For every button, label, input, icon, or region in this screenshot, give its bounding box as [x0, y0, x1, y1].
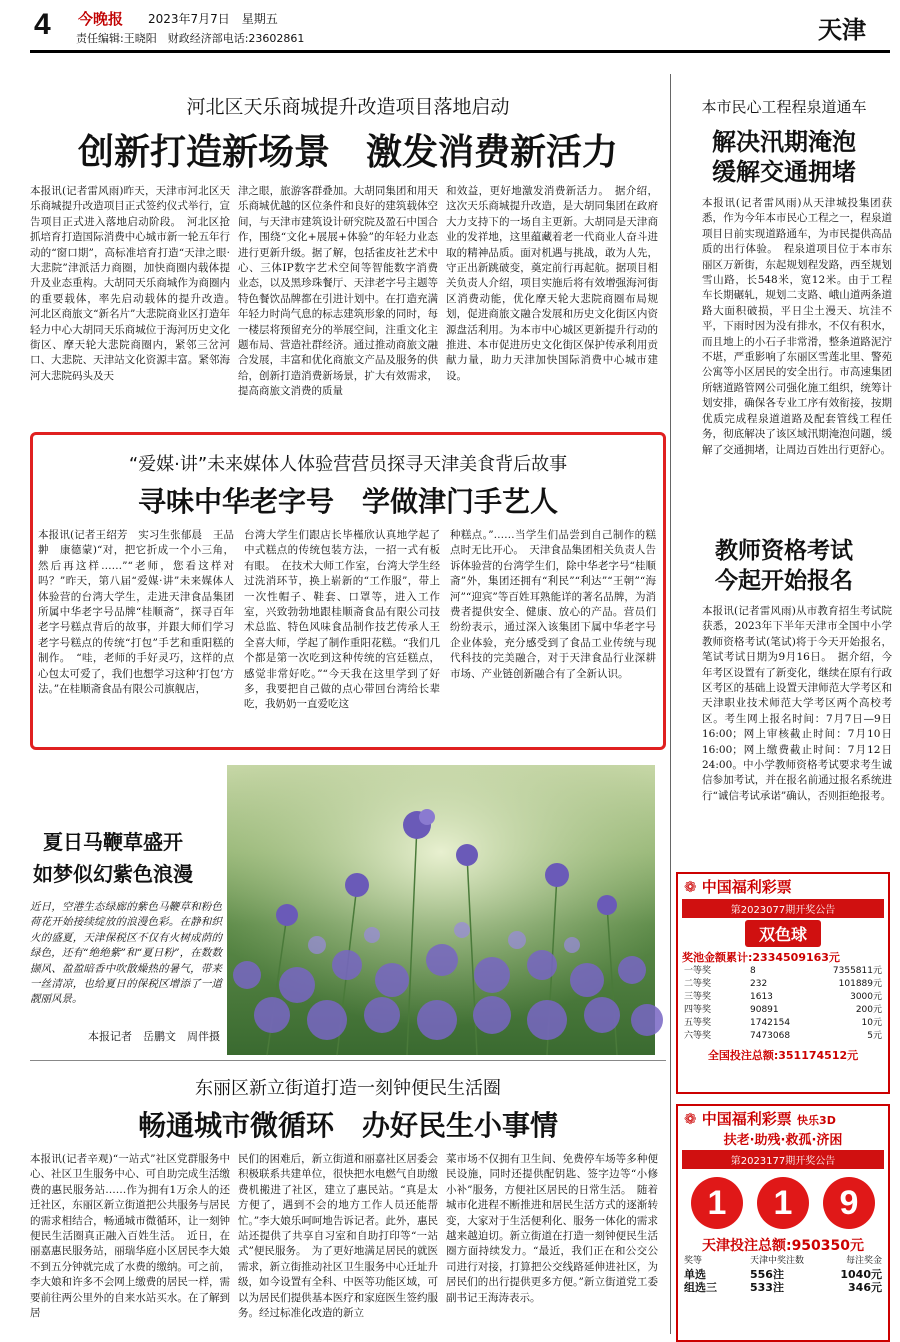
prize-row: 奖等 天津中奖注数 每注奖金: [684, 1256, 882, 1266]
lottery2-game: 快乐3D: [797, 1114, 836, 1127]
page-number: 4: [34, 8, 51, 41]
lottery-ad-ssq: [676, 872, 890, 1094]
masthead-rule: [30, 50, 890, 53]
article2-col3: 种糕点。”……当学生们品尝到自己制作的糕点时无比开心。 天津食品集团相关负责人告诉体验营的台湾学生们，除中华老字号“桂顺斋”外，集团还拥有“利民”“利达”“王朝”“海河”“迎宾”等百姓耳熟能详的著名品牌，为消费者提供安全、健康、放心的产品。营员们纷纷表示，通过深入该集团下属中华老字号企业体验，充分感受到了食品工业传统与现代科技的完美融合，对于天津食品行业深耕市场、产业链创新融合有了全新认识。: [450, 529, 656, 680]
article2-headline: 寻味中华老字号 学做津门手艺人: [137, 485, 558, 518]
masthead: [0, 0, 900, 50]
sidebar1-headline-1: 解决汛期淹泡: [712, 128, 856, 156]
sidebar2-headline-1: 教师资格考试: [715, 538, 853, 564]
prize-row: 三等奖 1613 3000元: [684, 992, 882, 1002]
number-ball: 9: [823, 1177, 875, 1229]
prize-row: 六等奖 7473068 5元: [684, 1031, 882, 1041]
lottery-logo-icon: ❁: [684, 878, 702, 896]
photo-story-body: 近日，空港生态绿廊的紫色马鞭草和粉色荷花开始接续绽放的浪漫色彩。在静和织火的盛夏，天津保税区不仅有火树成荫的绿色，还有“绝绝紫”和“夏日粉”，在数数撷风、盈盈暗香中吹散燥热的暑气，带来一丝清凉，也给夏日的保税区增添了一道靓丽风景。: [30, 901, 222, 1006]
article1-col2: 津之眼，旅游客群叠加。大胡同集团和用天乐商城优越的区位条件和良好的建筑载体空间，与天津市建筑设计研究院及盈石中国合作，围绕“文化+展展+体验”的年轻力业态进行更新升级。据了解，包括雀皮社艺术中心、三体IP数字艺术空间等智能数字消费业态，以及黑珍珠餐厅、天津老字号主题等特色餐饮品牌都在引进计划中。在打造充满年轻力时尚气息的标志建筑形象的同时，每一楼层将预留充分的举展空间，注重文化主题布局、营造社群经济。通过推动商旅文融合发展，丰富和优化商旅文产品及服务的供给，创新打造消费新场景，扩大有效需求，提高商旅文消费的质量: [238, 185, 438, 398]
number-ball: 1: [691, 1177, 743, 1229]
sidebar2-body: 本报讯(记者雷风雨)从市教育招生考试院获悉，2023年下半年天津市全国中小学教师资格考试(笔试)将于今天开始报名，笔试考试日期为9月16日。 据介绍，今年考区设置有了新变化，继续在原有行政区考区的基础上设置天津师范大学考区和天津职业技术师范大学考区两个高校考区。考生网上报名时间：7月7日—9日16:00；网上审核截止时间：7月10日16:00；网上缴费截止时间：7月12日24:00。中小学教师资格考试要求考生诚信参加考试，并在报名前通过报名系统进行“诚信考试承诺”确认，否则拒绝报考。: [702, 605, 892, 802]
prize-row: 二等奖 232 101889元: [684, 979, 882, 989]
article2-col1: 本报讯(记者王绍芳 实习生张郁晨 王品翀 康德蒙)“对，把它折成一个小三角，然后再这样……”“老师，您看这样对吗？”昨天，第八届“爱媒·讲”未来媒体人体验营的台湾大学生，走进天津食品集团所属中华老字号品牌“桂顺斋”，探寻百年老字号糕点背后的故事，并跟大师们学习老字号糕点的传统“打包”手艺和重阳糕的制作。 “哇，老师的手好灵巧，这样的点心包太可爱了，我们也想学习这种‘打包’方法。”在桂顺斋食品有限公司旗舰店，: [38, 529, 234, 696]
sidebar2-headline-2: 今起开始报名: [715, 568, 853, 594]
number-ball: 1: [757, 1177, 809, 1229]
photo-story-headline-1: 夏日马鞭草盛开: [43, 830, 183, 854]
issue-date: 2023年7月7日 星期五: [148, 12, 278, 26]
winning-numbers: [678, 1171, 888, 1235]
section-region: 天津: [818, 16, 866, 44]
lottery-jackpot: 奖池金额累计:2334509163元: [682, 951, 840, 964]
prize-row: 单选 556注 1040元: [684, 1268, 882, 1281]
sidebar1-body: 本报讯(记者雷风雨)从天津城投集团获悉，作为今年本市民心工程之一，程泉道项目日前实现道路通车，为市民提供高品质的出行体验。 程泉道项目位于本市东丽区万新街，东起规划程发路，西至规划雪山路，长548米，宽12米。由于工程车长期碾轧，规划二支路、峨山道两条道路大面积破损，平日尘土漫天、坑洼不平，下雨时因为没有排水，不仅有积水，而且地上的小石子非常滑，整条道路泥泞不堪，严重影响了东丽区雪莲北里、警苑公寓等小区居民的安全出行。市高速集团所辖道路管网公司强化施工组织，统筹计划安排，确保各专业工序有效衔接，按期优质完成程泉道道路及配套管线工程任务，彻底解决了该区域汛期淹泡问题，缓解了交通拥堵，让周边百姓出行更舒心。: [702, 197, 892, 456]
article1-col3: 和效益，更好地激发消费新活力。 据介绍，这次天乐商城提升改造，是大胡同集团在政府大力支持下的一场自主更新。大胡同是天津商业的发祥地，这里蕴藏着老一代商业人奋斗进取的精神品质。面对机遇与挑战，敢为人先，守正出新跳破变，奠定前行再起航。据项目相关负责人介绍，项目实施后将有效增强海河街区消费动能，优化摩天轮大悲院商圈布局规划，促进商旅文融合发展和历史文化街区内资源盘活利用。为本市中心城区更新提升行动的推进、本市促进历史文化街区保护传承利用贡献力量，助力天津加快国际消费中心城市建设。: [446, 185, 658, 382]
lottery2-total: 天津投注总额:950350元: [701, 1238, 865, 1254]
column-divider: [670, 74, 671, 1334]
sidebar1-kicker: 本市民心工程程泉道通车: [701, 98, 867, 116]
prize-row: 四等奖 90891 200元: [684, 1005, 882, 1015]
article3-col3: 菜市场不仅拥有卫生间、免费停车场等多种便民设施，同时还提供配钥匙、签字边等“小修小补”服务，方便社区居民的日常生活。 随着城市化进程不断推进和居民生活方式的逐渐转变，大家对于生活便利化、服务一体化的需求越来越迫切。新立街道在打造一刻钟便民生活圈方面持续发力。“最近，我们正在和公交公司进行对接，打算把公交线路延伸进社区，为居民们的出行提供更多方便。”新立街道党工委副书记王海涛表示。: [446, 1153, 658, 1304]
editor-line: 责任编辑:王晓阳 财政经济部电话:23602861: [76, 32, 305, 45]
verbena-flowers-photo: [227, 765, 655, 1055]
photo-story-headline-2: 如梦似幻紫色浪漫: [33, 862, 193, 886]
article1-kicker: 河北区天乐商城提升改造项目落地启动: [186, 96, 510, 118]
article1-col1: 本报讯(记者雷风雨)昨天，天津市河北区天乐商城提升改造项目正式签约仪式举行，宣告项目正式进入落地启动阶段。 河北区抢抓培育打造国际消费中心城市新一轮五年行动的“窗口期”，高标准培育打造“天津之眼·大悲院”津派活力商圈，加快商圈内载体提升及业态重构。大胡同天乐商城作为商圈内的重要载体，率先启动载体的提升改造。 河北区商旅文“新名片”大悲院商业区打造年轻力中心大胡同天乐商城位于海河历史文化街区、摩天轮大悲院商圈内，紧邻三岔河口、大悲院、天津站文化资源丰富。紧邻海河大悲院码头及天: [30, 185, 241, 382]
section-divider: [30, 1060, 666, 1061]
prize-row: 组选三 533注 346元: [684, 1281, 882, 1294]
sidebar1-headline-2: 缓解交通拥堵: [712, 158, 856, 186]
lottery-logo-icon: ❁: [684, 1110, 702, 1128]
lottery-brand: 中国福利彩票: [701, 878, 792, 896]
lottery2-issue: 第2023177期开奖公告: [682, 1150, 884, 1169]
article3-kicker: 东丽区新立街道打造一刻钟便民生活圈: [195, 1078, 501, 1099]
lottery2-brand: 中国福利彩票: [701, 1110, 792, 1128]
prize-row: 一等奖 8 7355811元: [684, 966, 882, 976]
article2-col2: 台湾大学生们跟店长毕槿欣认真地学起了中式糕点的传统包装方法，一招一式有板有眼。 在技术大师工作室，台湾大学生经过洗消环节，换上崭新的“工作服”，带上一次性帽子、鞋套、口罩等，进入工作室，兴致勃勃地跟桂顺斋食品有限公司技术总监、特色风味食品制作技艺传承人王全喜大师，学起了制作重阳花糕。“我们几个都是第一次吃到这种传统的宫廷糕点，感觉非常好吃。”“今天我在这里学到了好多，我要把自己做的点心带回台湾给长辈吃，我奶奶一直爱吃这: [244, 529, 440, 711]
flower-field-image: [227, 765, 655, 1055]
article3-col2: 民们的困难后，新立街道和丽嘉社区居委会积极联系共建单位，很快把水电燃气自助缴费机搬进了社区，建立了惠民站。“真是太方便了，遇到不会的地方工作人员还能帮忙。”李大娘乐呵呵地告诉记者。此外，惠民站还提供了共享自习室和自助打印等“一站式”便民服务。 为了更好地满足居民的就医需求，新立街推动社区卫生服务中心迁址升级，如今设置有全科、中医等功能区域，可以为居民们提供基本医疗和家庭医生签约服务。经过标准化改造的新立: [238, 1153, 438, 1320]
lottery2-slogan: 扶老·助残·救孤·济困: [723, 1133, 843, 1148]
lottery-game-name: 双色球: [745, 920, 821, 947]
newspaper-logo: 今晚报: [78, 10, 124, 28]
article2-kicker: “爱媒·讲”未来媒体人体验营营员探寻天津美食背后故事: [128, 454, 568, 475]
article3-headline: 畅通城市微循环 办好民生小事情: [137, 1109, 558, 1142]
lottery-issue: 第2023077期开奖公告: [682, 899, 884, 918]
photo-credit: 本报记者 岳鹏文 周伴摄: [88, 1030, 220, 1043]
lottery-total: 全国投注总额:351174512元: [707, 1049, 859, 1062]
lottery-ad-3d: [676, 1104, 890, 1342]
article1-headline: 创新打造新场景 激发消费新活力: [77, 132, 618, 173]
prize-row: 五等奖 1742154 10元: [684, 1018, 882, 1028]
article3-col1: 本报讯(记者辛观)“一站式”社区党群服务中心、社区卫生服务中心、可自助完成生活缴费的惠民服务站……作为拥有1万余人的还迁社区，东丽区新立街道把公共服务与居民的需求相结合，畅通城市微循环，让一刻钟便民生活圈真正融入百姓生活。 近日，在丽嘉惠民服务站，丽瑞华庭小区居民李大娘不到五分钟就完成了水费的缴纳。可之前，李大娘和许多不会网上缴费的居民一样，需要前往两公里外的自来水站买水。在了解到居: [30, 1153, 230, 1320]
